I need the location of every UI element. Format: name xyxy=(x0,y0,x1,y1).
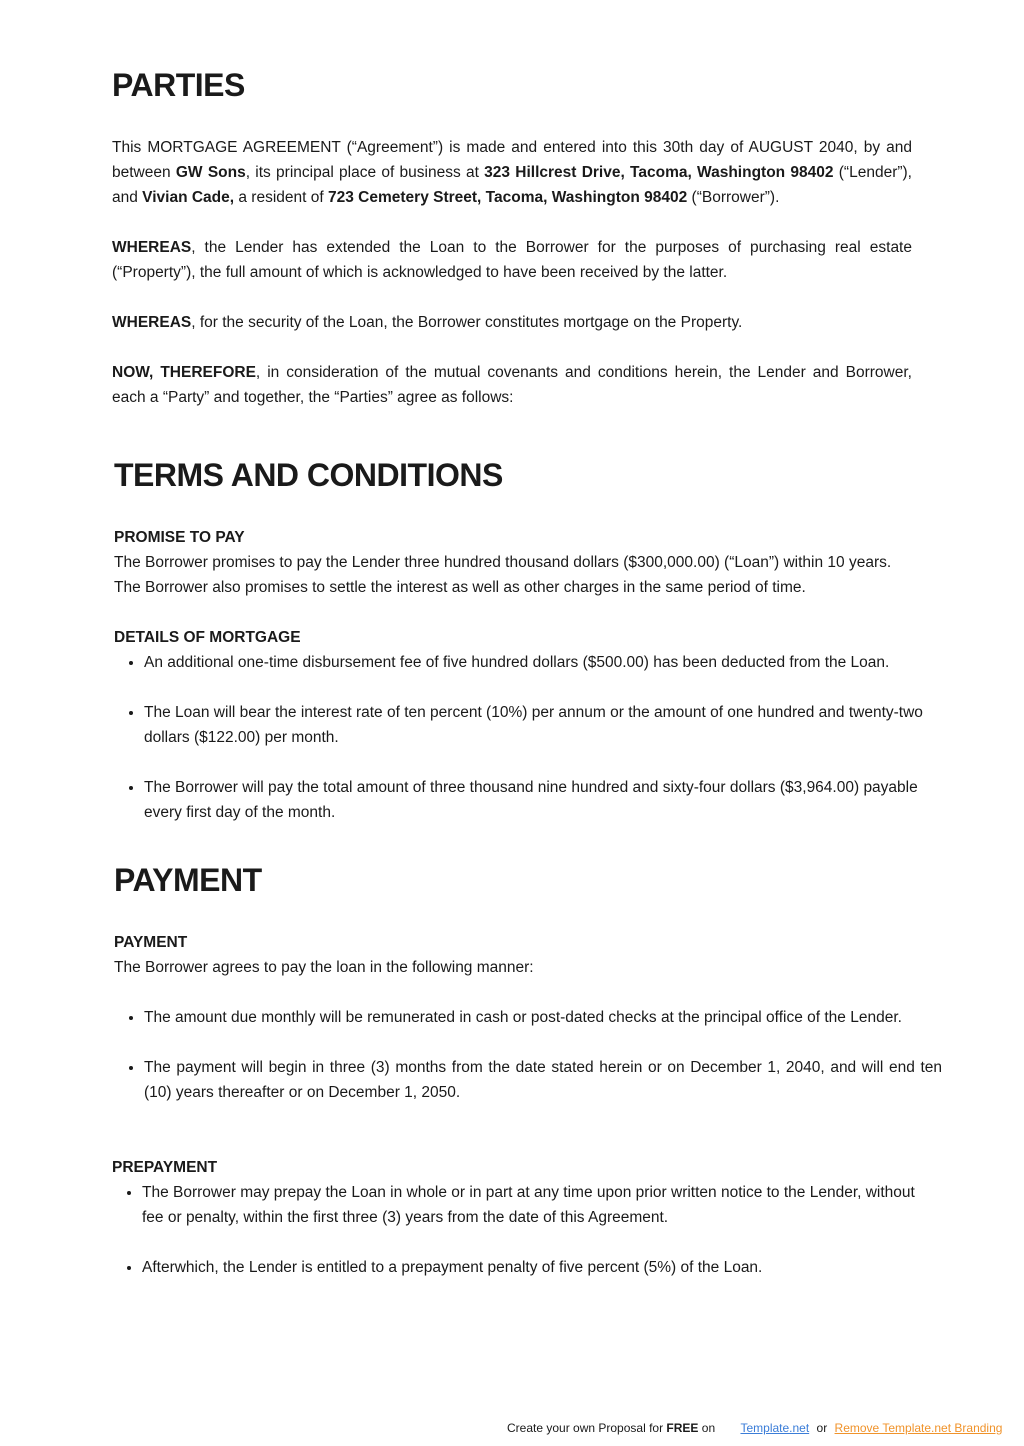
payment-intro: The Borrower agrees to pay the loan in the following manner: xyxy=(114,959,534,976)
now-therefore-paragraph: NOW, THEREFORE, in consideration of the mutual covenants and conditions herein, the Lender and Borrower, each a “Party” and together, the “Parties” agree as follows: xyxy=(112,364,912,406)
payment-list xyxy=(112,1005,942,1105)
parties-heading: PARTIES xyxy=(112,67,245,103)
terms-heading: TERMS AND CONDITIONS xyxy=(114,457,503,493)
payment-subtitle: PAYMENT xyxy=(114,934,188,951)
list-item: • The Loan will bear the interest rate of ten percent (10%) per annum or the amount of one hundred and twenty-two dollars ($122.00) per month. xyxy=(144,700,942,750)
details-of-mortgage-title: DETAILS OF MORTGAGE xyxy=(114,629,301,646)
prepayment-title: PREPAYMENT xyxy=(112,1159,218,1176)
details-list xyxy=(112,650,942,825)
list-item: • The amount due monthly will be remunerated in cash or post-dated checks at the principal office of the Lender. xyxy=(144,1005,942,1030)
list-item: • The payment will begin in three (3) months from the date stated herein or on December 1, 2040, and will end ten (10) years thereafter or on December 1, 2050. xyxy=(144,1055,942,1105)
footer-free: FREE xyxy=(666,1421,699,1435)
footer-branding xyxy=(507,1419,1002,1437)
whereas-paragraph-1: WHEREAS, the Lender has extended the Loan to the Borrower for the purposes of purchasing real estate (“Property”), the full amount of which is acknowledged to have been received by the latter. xyxy=(112,239,912,281)
footer-on: on xyxy=(698,1421,716,1435)
promise-to-pay-title: PROMISE TO PAY xyxy=(114,529,245,546)
list-item: • The Borrower will pay the total amount of three thousand nine hundred and sixty-four dollars ($3,964.00) payable every first day of the month. xyxy=(144,775,942,825)
prepayment-list xyxy=(110,1180,922,1280)
list-item: • An additional one-time disbursement fee of five hundred dollars ($500.00) has been deducted from the Loan. xyxy=(144,650,942,675)
template-net-link[interactable]: Template.net xyxy=(740,1421,810,1435)
remove-branding-link[interactable]: Remove Template.net Branding xyxy=(834,1421,1003,1435)
promise-to-pay-text: The Borrower promises to pay the Lender three hundred thousand dollars ($300,000.00) (“Loan”) within 10 years. The Borrower also promises to settle the interest as well as other charges in the same period of time. xyxy=(114,554,892,596)
whereas-paragraph-2: WHEREAS, for the security of the Loan, the Borrower constitutes mortgage on the Property. xyxy=(112,314,743,331)
parties-intro-paragraph: This MORTGAGE AGREEMENT (“Agreement”) is made and entered into this 30th day of AUGUST 2040, by and between GW Sons, its principal place of business at 323 Hillcrest Drive, Tacoma, Washington 98402 (“Lender”), and Vivian Cade, a resident of 723 Cemetery Street, Tacoma, Washington 98402 (“Borrower”). xyxy=(112,139,912,206)
footer-text: Create your own Proposal for xyxy=(507,1421,667,1435)
list-item: • The Borrower may prepay the Loan in whole or in part at any time upon prior written notice to the Lender, without fee or penalty, within the first three (3) years from the date of this Agreement. xyxy=(142,1180,922,1230)
footer-or: or xyxy=(816,1421,828,1435)
list-item: • Afterwhich, the Lender is entitled to a prepayment penalty of five percent (5%) of the Loan. xyxy=(142,1255,922,1280)
payment-heading: PAYMENT xyxy=(114,862,262,898)
